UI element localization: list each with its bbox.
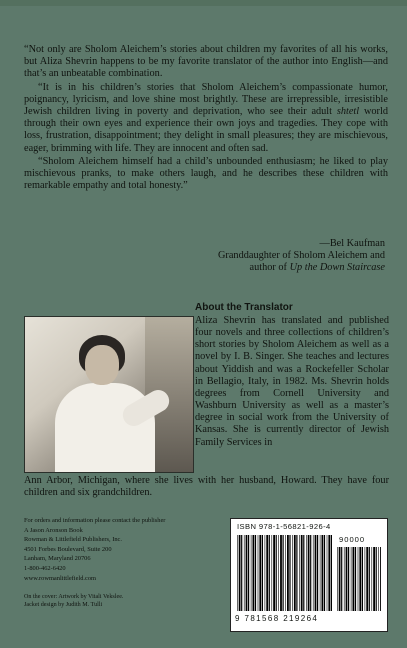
isbn-barcode-panel [230, 518, 388, 632]
publisher-line-6: 1-800-462-6420 [24, 564, 66, 572]
attribution-name: —Bel Kaufman [319, 238, 385, 249]
publisher-line-4: 4501 Forbes Boulevard, Suite 200 [24, 545, 112, 553]
cover-artwork-credit: On the cover: Artwork by Vitali Vekslee. [24, 594, 124, 600]
translator-bio: Aliza Shevrin has translated and published four novels and three collections of children’s short stories by Sholom Aleichem as well as a novel by I. B. Singer. She teaches and lectures about Yiddish and was a Rockefeller Scholar in Bellagio, Italy, in 1982. Ms. Shevrin holds degrees from Cornell University and Washburn University as well as a master’s degree in social work from the University of Kansas. She is currently director of Jewish Family Services in [195, 315, 389, 448]
translator-photo [24, 316, 194, 473]
attribution-prefix: author of [249, 262, 290, 274]
publisher-line-1: For orders and information please contact the publisher [24, 517, 166, 524]
publisher-line-2: A Jason Aronson Book [24, 526, 83, 534]
photo-figure-face [85, 345, 119, 385]
quote-paragraph-1: “Not only are Sholom Aleichem’s stories about children my favorites of all his works, but Aliza Shevrin happens to be my favorite translator of the author into English—and that’s an unbeatable combination. [24, 44, 388, 80]
cover-credits [24, 593, 244, 610]
top-edge [0, 0, 407, 6]
publisher-info [24, 516, 224, 583]
publisher-line-5: Lanham, Maryland 20706 [24, 555, 91, 563]
photo-figure-body [55, 383, 155, 473]
translator-heading: About the Translator [195, 302, 293, 313]
translator-bio-continued: Ann Arbor, Michigan, where she lives with her husband, Howard. They have four children and six grandchildren. [24, 475, 389, 499]
attribution-line-2: Granddaughter of Sholom Aleichem and [218, 250, 385, 262]
publisher-line-3: Rowman & Littlefield Publishers, Inc. [24, 536, 122, 544]
addon-barcode-icon [337, 547, 381, 611]
ean-barcode-icon [237, 535, 333, 611]
quote-p2-text-b: world through their own eyes and experience their own joys and tragedies. They cope with loss, frustration, disappointment; they delight in small pleasures; they are mischievous, eager, brimming with life. They are innocent and often sad. [24, 106, 388, 154]
quote-p2-text-a: “It is in his children’s stories that Sholom Aleichem’s compassionate humor, poignancy, lyricism, and love shine most brightly. These are irrepressible, irresistible Jewish children living in poverty and deprivation, who see their adult [24, 81, 388, 118]
isbn-number: ISBN 978-1-56821-926-4 [237, 522, 331, 531]
price-addon-number: 90000 [339, 535, 366, 544]
endorsement-quote [24, 44, 388, 193]
ean-digits: 9 781568 219264 [235, 614, 319, 623]
attribution-book-title: Up the Down Staircase [289, 262, 385, 274]
jacket-design-credit: Jacket design by Judith M. Tulli [24, 602, 103, 609]
attribution-line-3 [125, 262, 385, 274]
quote-attribution [125, 238, 385, 275]
quote-paragraph-2 [24, 82, 388, 155]
publisher-website: www.rowmanlittlefield.com [24, 574, 96, 582]
quote-p2-italic: shtetl [336, 106, 360, 118]
quote-paragraph-3: “Sholom Aleichem himself had a child’s unbounded enthusiasm; he liked to play mischievous pranks, to make others laugh, and he describes these children with remarkable empathy and total honesty.” [24, 155, 388, 192]
